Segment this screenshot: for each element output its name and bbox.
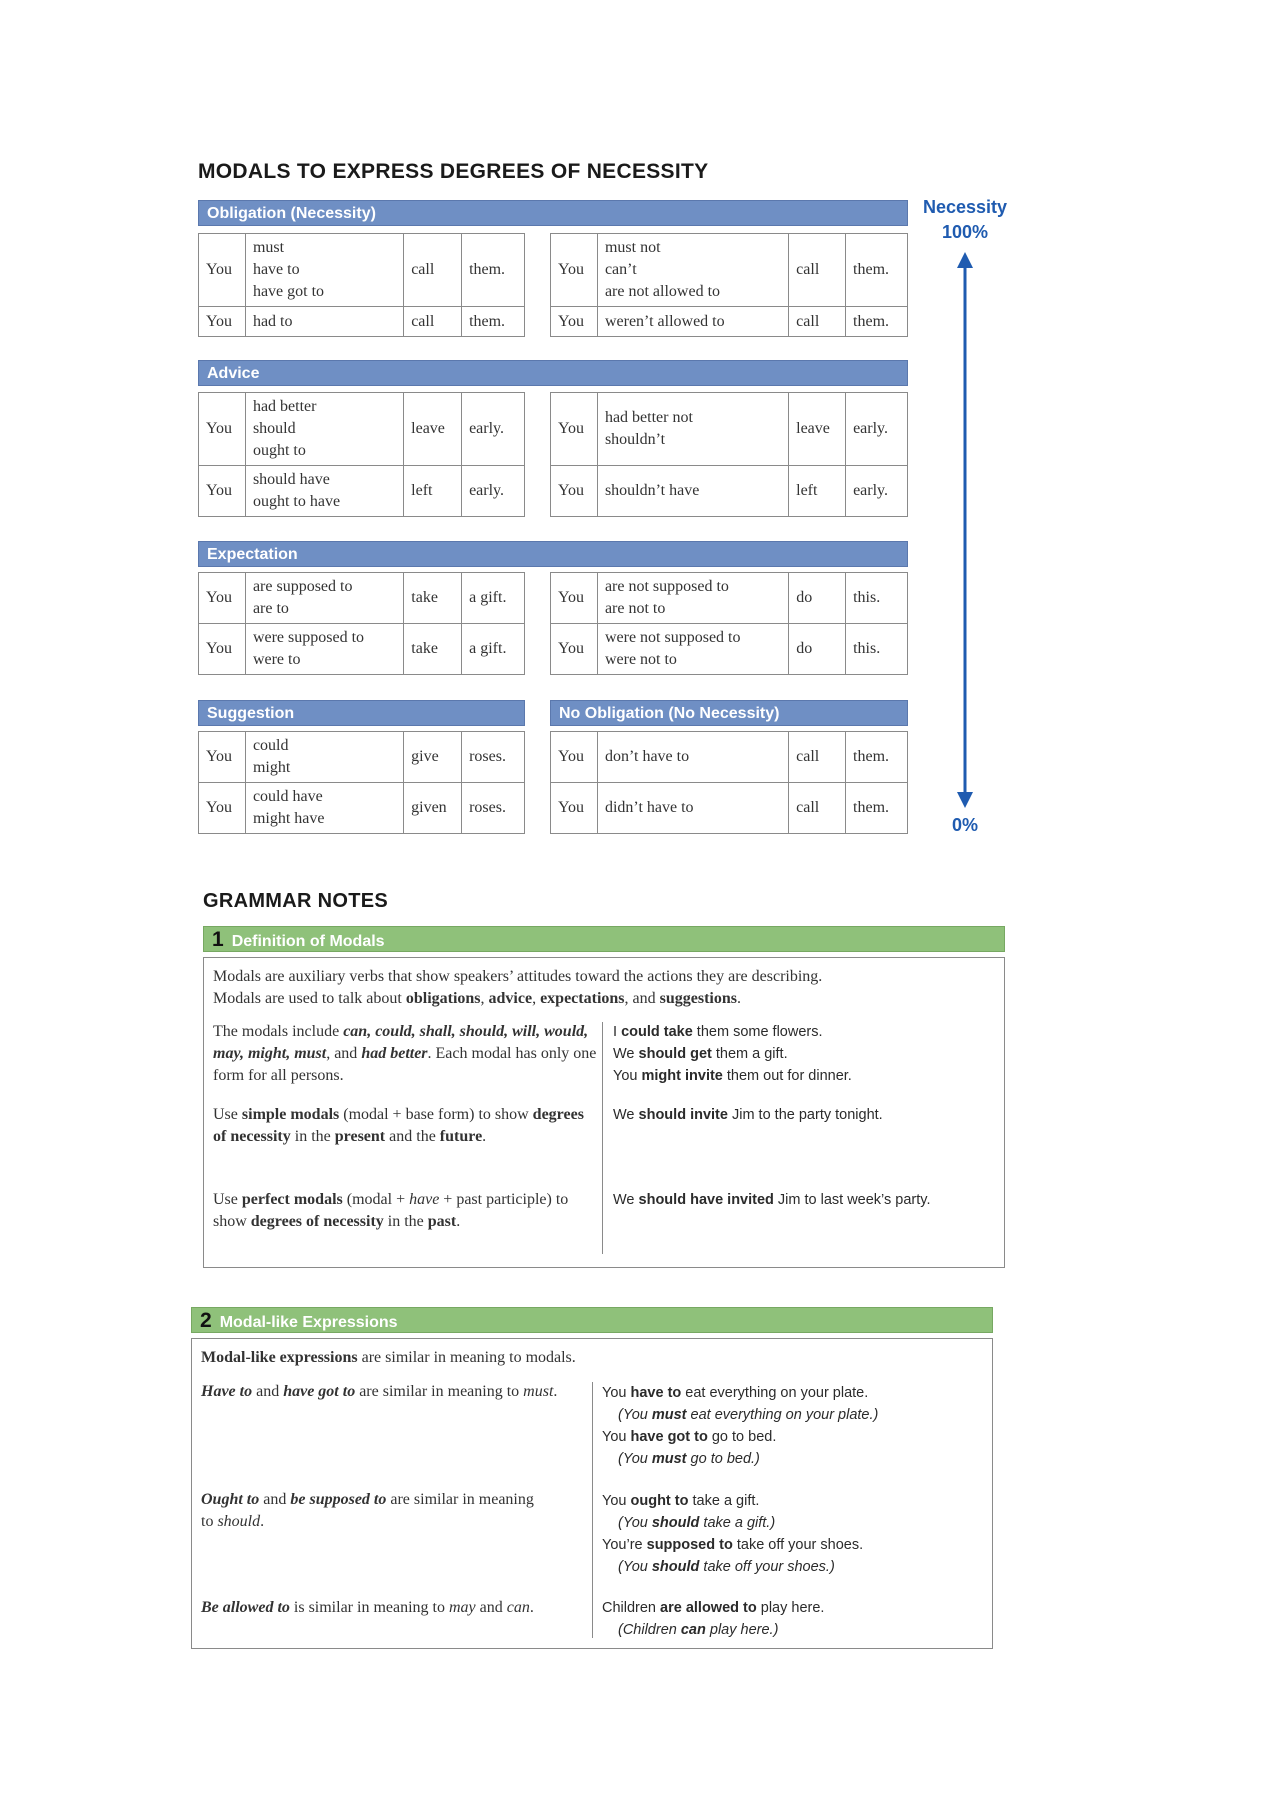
necessity-bottom-label: 0% bbox=[951, 815, 978, 835]
subject-cell: You bbox=[551, 234, 598, 307]
no-obligation-table bbox=[550, 731, 908, 834]
example-line bbox=[602, 1490, 992, 1512]
note1-rule2 bbox=[213, 1104, 593, 1148]
text: eat everything on your plate.) bbox=[686, 1407, 879, 1423]
text: have to bbox=[630, 1385, 682, 1401]
modal-cell: didn’t have to bbox=[597, 783, 788, 834]
text: You bbox=[602, 1385, 631, 1401]
example-line bbox=[613, 1021, 998, 1043]
text: should bbox=[651, 1515, 700, 1531]
text: Modals are auxiliary verbs that show speakers’ attitudes toward the actions they are describing. bbox=[213, 968, 823, 985]
suggestion-table bbox=[198, 731, 525, 834]
note2-rule3 bbox=[201, 1597, 571, 1619]
note2-rule1 bbox=[201, 1381, 576, 1403]
verb-cell: call bbox=[404, 307, 462, 337]
example-line bbox=[602, 1404, 992, 1426]
obligation-left-table bbox=[198, 233, 525, 337]
table-row bbox=[199, 393, 525, 466]
verb-cell: do bbox=[789, 624, 846, 675]
text: take a gift.) bbox=[699, 1515, 776, 1531]
text: . bbox=[553, 1383, 558, 1400]
text: them a gift. bbox=[711, 1046, 788, 1062]
subject-cell: You bbox=[551, 783, 598, 834]
text: should have invited bbox=[638, 1192, 774, 1208]
verb-cell: leave bbox=[404, 393, 462, 466]
text: (You bbox=[618, 1451, 652, 1467]
suggestion-header: Suggestion bbox=[198, 700, 525, 726]
grammar-notes-title: GRAMMAR NOTES bbox=[203, 890, 389, 912]
table-row bbox=[551, 624, 908, 675]
subject-cell: You bbox=[199, 624, 246, 675]
object-cell: them. bbox=[846, 783, 908, 834]
text: You bbox=[602, 1493, 631, 1509]
modal-cell: had better not shouldn’t bbox=[597, 393, 788, 466]
modal-cell: could might bbox=[245, 732, 403, 783]
note1-intro bbox=[213, 966, 993, 1010]
note2-rule2 bbox=[201, 1489, 541, 1533]
object-cell: them. bbox=[846, 732, 908, 783]
text: take off your shoes. bbox=[732, 1537, 864, 1553]
note1-rule1 bbox=[213, 1021, 598, 1087]
text: could take bbox=[621, 1024, 693, 1040]
modal-cell: could have might have bbox=[245, 783, 403, 834]
text: Modal-like expressions bbox=[201, 1349, 358, 1366]
note2-intro bbox=[201, 1347, 981, 1369]
table-row bbox=[199, 732, 525, 783]
subject-cell: You bbox=[199, 234, 246, 307]
text: future bbox=[439, 1128, 483, 1145]
text: must bbox=[523, 1383, 554, 1400]
subject-cell: You bbox=[551, 624, 598, 675]
verb-cell: given bbox=[404, 783, 462, 834]
table-row bbox=[199, 234, 525, 307]
text: , bbox=[480, 990, 489, 1007]
text: , bbox=[532, 990, 541, 1007]
subject-cell: You bbox=[199, 307, 246, 337]
text: perfect modals bbox=[241, 1191, 343, 1208]
text: are similar in meaning to modals. bbox=[357, 1349, 576, 1366]
text: degrees of necessity bbox=[250, 1213, 384, 1230]
text: Jim to last week’s party. bbox=[773, 1192, 931, 1208]
text: (You bbox=[618, 1407, 652, 1423]
subject-cell: You bbox=[199, 573, 246, 624]
text: Use bbox=[213, 1106, 242, 1123]
example-line bbox=[602, 1426, 992, 1448]
verb-cell: call bbox=[789, 732, 846, 783]
expectation-right-table bbox=[550, 572, 908, 675]
table-row bbox=[551, 234, 908, 307]
text: . bbox=[482, 1128, 487, 1145]
verb-cell: call bbox=[789, 783, 846, 834]
text: degrees of necessity bbox=[213, 1106, 584, 1145]
text: . bbox=[736, 990, 741, 1007]
verb-cell: left bbox=[789, 466, 846, 517]
text: , and bbox=[624, 990, 660, 1007]
text: Jim to the party tonight. bbox=[727, 1107, 883, 1123]
table-row bbox=[551, 573, 908, 624]
text: and bbox=[252, 1383, 284, 1400]
text: Be allowed to bbox=[201, 1599, 290, 1616]
text: Ought to bbox=[201, 1491, 260, 1508]
verb-cell: do bbox=[789, 573, 846, 624]
text: past bbox=[427, 1213, 457, 1230]
text: and bbox=[475, 1599, 507, 1616]
table-row bbox=[199, 783, 525, 834]
divider bbox=[592, 1382, 593, 1638]
example-line bbox=[602, 1534, 992, 1556]
necessity-label: Necessity bbox=[922, 197, 1008, 217]
verb-cell: leave bbox=[789, 393, 846, 466]
example-line bbox=[602, 1382, 992, 1404]
text: must bbox=[651, 1407, 687, 1423]
text: should bbox=[651, 1559, 700, 1575]
text: + past participle) to show bbox=[213, 1191, 569, 1230]
text: The modals include bbox=[213, 1023, 344, 1040]
necessity-top-label: 100% bbox=[941, 222, 989, 242]
note-header-label: Modal-like Expressions bbox=[219, 1314, 398, 1331]
text: should invite bbox=[638, 1107, 728, 1123]
modal-cell: were supposed to were to bbox=[245, 624, 403, 675]
verb-cell: call bbox=[404, 234, 462, 307]
table-row bbox=[551, 732, 908, 783]
subject-cell: You bbox=[551, 466, 598, 517]
chart-title: MODALS TO EXPRESS DEGREES OF NECESSITY bbox=[198, 160, 709, 183]
text: suggestions bbox=[659, 990, 737, 1007]
text: (modal + bbox=[342, 1191, 410, 1208]
object-cell: early. bbox=[462, 466, 525, 517]
obligation-header: Obligation (Necessity) bbox=[198, 200, 908, 226]
obligation-right-table bbox=[550, 233, 908, 337]
table-row bbox=[199, 466, 525, 517]
text: Children bbox=[602, 1600, 661, 1616]
note1-rule3-example bbox=[613, 1189, 1003, 1211]
text: . Each modal has only one form for all persons. bbox=[213, 1045, 597, 1084]
text: We bbox=[613, 1046, 639, 1062]
necessity-arrow-icon bbox=[950, 252, 980, 808]
modal-cell: were not supposed to were not to bbox=[597, 624, 788, 675]
modal-cell: must have to have got to bbox=[245, 234, 403, 307]
text: go to bed.) bbox=[686, 1451, 760, 1467]
text: You’re bbox=[602, 1537, 647, 1553]
divider bbox=[602, 1022, 603, 1254]
text: should get bbox=[638, 1046, 712, 1062]
text: present bbox=[334, 1128, 386, 1145]
example-line bbox=[613, 1043, 998, 1065]
modal-cell: shouldn’t have bbox=[597, 466, 788, 517]
object-cell: them. bbox=[846, 234, 908, 307]
object-cell: a gift. bbox=[462, 573, 525, 624]
table-row bbox=[551, 393, 908, 466]
text: Have to bbox=[201, 1383, 253, 1400]
modal-cell: should have ought to have bbox=[245, 466, 403, 517]
modal-cell: must not can’t are not allowed to bbox=[597, 234, 788, 307]
verb-cell: take bbox=[404, 573, 462, 624]
verb-cell: take bbox=[404, 624, 462, 675]
text: . bbox=[260, 1513, 265, 1530]
text: I bbox=[613, 1024, 622, 1040]
object-cell: early. bbox=[846, 393, 908, 466]
text: We bbox=[613, 1192, 639, 1208]
text: (You bbox=[618, 1559, 652, 1575]
modal-cell: weren’t allowed to bbox=[597, 307, 788, 337]
object-cell: a gift. bbox=[462, 624, 525, 675]
text: play here.) bbox=[705, 1622, 779, 1638]
text: obligations bbox=[405, 990, 481, 1007]
example-line bbox=[602, 1448, 992, 1470]
text: have bbox=[409, 1191, 440, 1208]
object-cell: roses. bbox=[462, 783, 525, 834]
subject-cell: You bbox=[551, 307, 598, 337]
text: . bbox=[456, 1213, 461, 1230]
note2-rule3-examples bbox=[602, 1597, 992, 1641]
object-cell: them. bbox=[462, 234, 525, 307]
subject-cell: You bbox=[551, 732, 598, 783]
note1-rule1-examples bbox=[613, 1021, 998, 1087]
text: can bbox=[506, 1599, 530, 1616]
table-row bbox=[199, 573, 525, 624]
note1-header bbox=[203, 926, 1005, 952]
advice-right-table bbox=[550, 392, 908, 517]
text: advice bbox=[488, 990, 533, 1007]
text: in the bbox=[383, 1213, 428, 1230]
text: should bbox=[217, 1513, 261, 1530]
text: (You bbox=[618, 1515, 652, 1531]
text: are allowed to bbox=[660, 1600, 757, 1616]
expectation-header: Expectation bbox=[198, 541, 908, 567]
subject-cell: You bbox=[551, 573, 598, 624]
object-cell: this. bbox=[846, 624, 908, 675]
no-obligation-header: No Obligation (No Necessity) bbox=[550, 700, 908, 726]
table-row bbox=[551, 466, 908, 517]
subject-cell: You bbox=[199, 783, 246, 834]
modal-cell: had to bbox=[245, 307, 403, 337]
table-row bbox=[199, 624, 525, 675]
text: . bbox=[529, 1599, 534, 1616]
note-header-label: Definition of Modals bbox=[231, 933, 385, 950]
text: You bbox=[613, 1068, 642, 1084]
text: Modals are used to talk about bbox=[213, 990, 406, 1007]
note2-rule2-examples bbox=[602, 1490, 992, 1578]
modal-cell: are not supposed to are not to bbox=[597, 573, 788, 624]
note1-rule3 bbox=[213, 1189, 588, 1233]
note2-rule1-examples bbox=[602, 1382, 992, 1470]
text: might invite bbox=[641, 1068, 723, 1084]
modal-cell: don’t have to bbox=[597, 732, 788, 783]
text: can, could, shall, should, will, would, may, might, must bbox=[213, 1023, 589, 1062]
example-line bbox=[602, 1512, 992, 1534]
text: is similar in meaning to bbox=[289, 1599, 449, 1616]
text: can bbox=[680, 1622, 706, 1638]
example-line bbox=[602, 1597, 992, 1619]
text: must bbox=[651, 1451, 687, 1467]
text: (modal + base form) to show bbox=[339, 1106, 533, 1123]
expectation-left-table bbox=[198, 572, 525, 675]
object-cell: them. bbox=[462, 307, 525, 337]
text: them some flowers. bbox=[692, 1024, 823, 1040]
object-cell: roses. bbox=[462, 732, 525, 783]
verb-cell: left bbox=[404, 466, 462, 517]
advice-left-table bbox=[198, 392, 525, 517]
subject-cell: You bbox=[199, 732, 246, 783]
text: , and bbox=[326, 1045, 362, 1062]
advice-header: Advice bbox=[198, 360, 908, 386]
text: have got to bbox=[283, 1383, 356, 1400]
example-line bbox=[602, 1619, 992, 1641]
object-cell: early. bbox=[462, 393, 525, 466]
text: had better bbox=[361, 1045, 428, 1062]
verb-cell: give bbox=[404, 732, 462, 783]
text: take a gift. bbox=[688, 1493, 760, 1509]
text: are similar in meaning to bbox=[355, 1383, 524, 1400]
verb-cell: call bbox=[789, 234, 846, 307]
text: and the bbox=[385, 1128, 440, 1145]
text: are similar in meaning to bbox=[201, 1491, 534, 1530]
subject-cell: You bbox=[199, 466, 246, 517]
example-line bbox=[602, 1556, 992, 1578]
note2-header bbox=[191, 1307, 993, 1333]
object-cell: them. bbox=[846, 307, 908, 337]
modal-cell: are supposed to are to bbox=[245, 573, 403, 624]
text: (Children bbox=[618, 1622, 681, 1638]
text: Use bbox=[213, 1191, 242, 1208]
text: You bbox=[602, 1429, 631, 1445]
text: expectations bbox=[540, 990, 625, 1007]
text: and bbox=[259, 1491, 291, 1508]
object-cell: this. bbox=[846, 573, 908, 624]
note-number: 1 bbox=[212, 928, 224, 951]
subject-cell: You bbox=[199, 393, 246, 466]
text: eat everything on your plate. bbox=[681, 1385, 869, 1401]
subject-cell: You bbox=[551, 393, 598, 466]
table-row bbox=[551, 783, 908, 834]
text: simple modals bbox=[241, 1106, 340, 1123]
example-line bbox=[613, 1065, 998, 1087]
note-number: 2 bbox=[200, 1309, 212, 1332]
text: in the bbox=[290, 1128, 335, 1145]
text: go to bed. bbox=[707, 1429, 777, 1445]
text: may bbox=[448, 1599, 476, 1616]
text: supposed to bbox=[646, 1537, 733, 1553]
modal-cell: had better should ought to bbox=[245, 393, 403, 466]
table-row bbox=[551, 307, 908, 337]
text: We bbox=[613, 1107, 639, 1123]
verb-cell: call bbox=[789, 307, 846, 337]
text: ought to bbox=[630, 1493, 689, 1509]
text: take off your shoes.) bbox=[699, 1559, 835, 1575]
note1-rule2-example bbox=[613, 1104, 998, 1126]
text: play here. bbox=[756, 1600, 825, 1616]
text: them out for dinner. bbox=[722, 1068, 852, 1084]
text: have got to bbox=[630, 1429, 708, 1445]
text: be supposed to bbox=[290, 1491, 387, 1508]
object-cell: early. bbox=[846, 466, 908, 517]
table-row bbox=[199, 307, 525, 337]
